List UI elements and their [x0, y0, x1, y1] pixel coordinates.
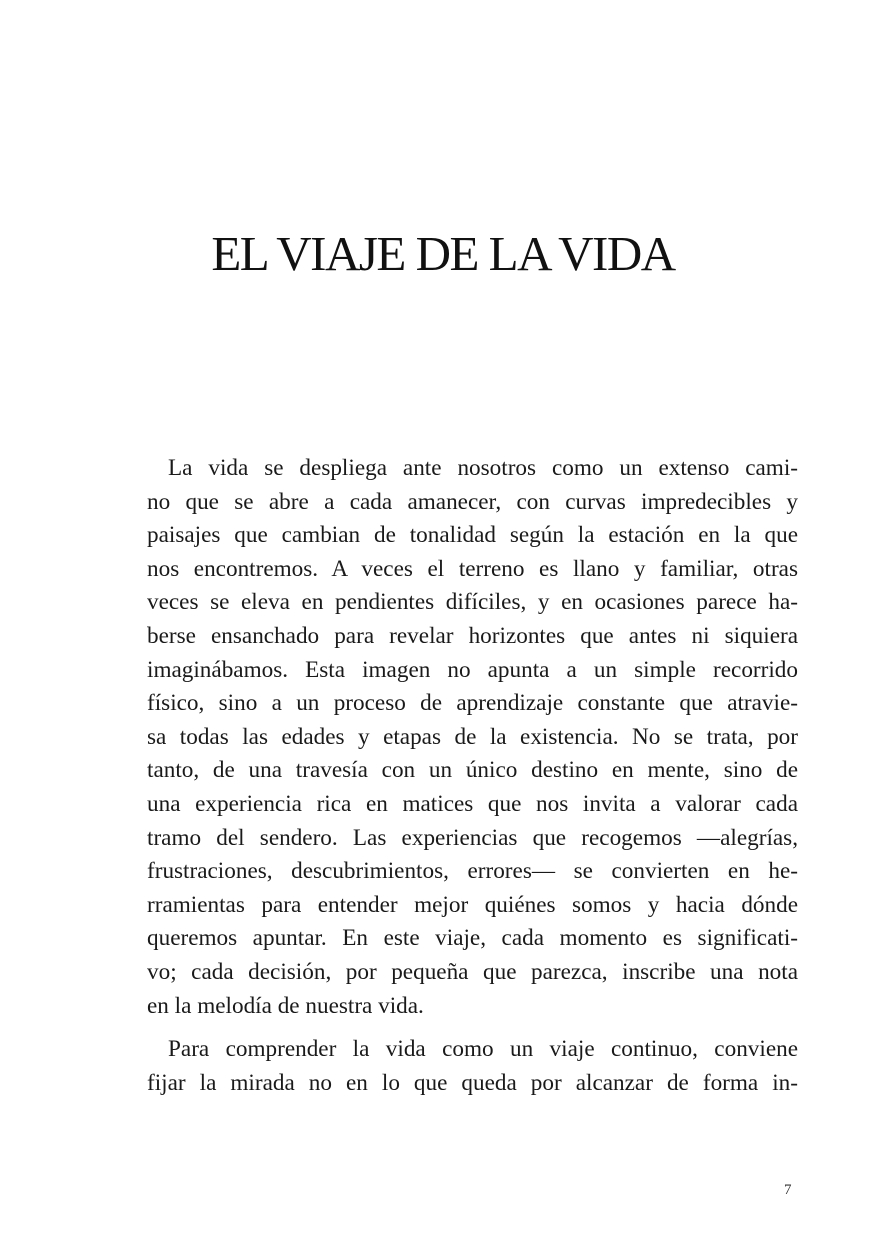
body-text	[147, 452, 798, 1100]
text-line: tramo del sendero. Las experiencias que recogemos —alegrías,	[147, 824, 798, 851]
text-line: en la melodía de nuestra vida.	[147, 992, 424, 1019]
text-line: queremos apuntar. En este viaje, cada momento es significati-	[147, 925, 798, 952]
paragraph-1	[147, 452, 798, 1023]
text-line: nos encontremos. A veces el terreno es llano y familiar, otras	[147, 555, 798, 582]
text-line: físico, sino a un proceso de aprendizaje constante que atravie-	[147, 690, 798, 717]
text-line: fijar la mirada no en lo que queda por alcanzar de forma in-	[147, 1069, 798, 1096]
text-line: La vida se despliega ante nosotros como un extenso cami-	[168, 455, 798, 481]
text-line: una experiencia rica en matices que nos invita a valorar cada	[147, 790, 798, 817]
text-line: berse ensanchado para revelar horizontes que antes ni siquiera	[147, 622, 798, 649]
text-line: frustraciones, descubrimientos, errores— se convierten en he-	[147, 858, 798, 885]
text-line: tanto, de una travesía con un único destino en mente, sino de	[147, 757, 798, 784]
text-line: no que se abre a cada amanecer, con curvas impredecibles y	[147, 488, 798, 515]
text-line: veces se eleva en pendientes difíciles, y en ocasiones parece ha-	[147, 589, 798, 616]
text-line: paisajes que cambian de tonalidad según la estación en la que	[147, 522, 798, 549]
page-number: 7	[784, 1182, 792, 1198]
chapter-title: EL VIAJE DE LA VIDA	[211, 226, 675, 281]
text-line: vo; cada decisión, por pequeña que parezca, inscribe una nota	[147, 958, 798, 985]
text-line: sa todas las edades y etapas de la existencia. No se trata, por	[147, 723, 798, 750]
text-line: Para comprender la vida como un viaje continuo, conviene	[168, 1036, 798, 1063]
paragraph-2	[147, 1033, 798, 1100]
text-line: imaginábamos. Esta imagen no apunta a un simple recorrido	[147, 656, 798, 683]
text-line: rramientas para entender mejor quiénes somos y hacia dónde	[147, 891, 798, 918]
